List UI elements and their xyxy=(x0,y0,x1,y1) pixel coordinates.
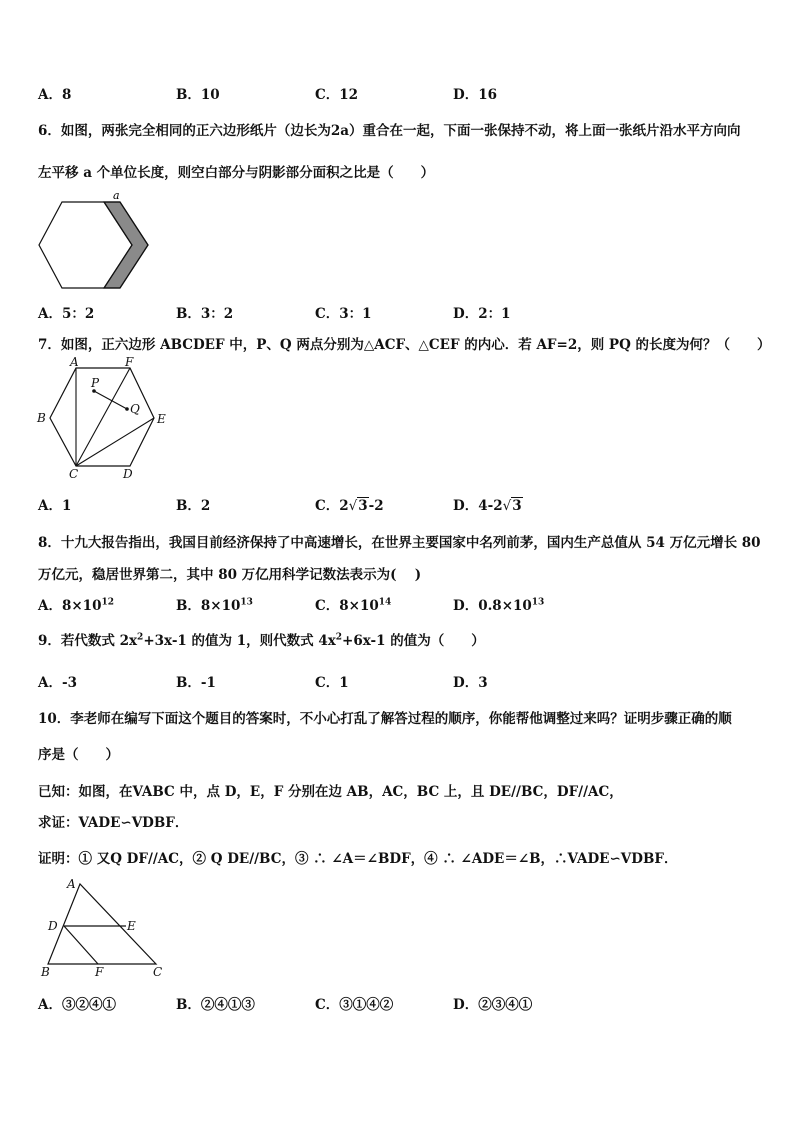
q8-stem-line1: 8．十九大报告指出，我国目前经济保持了中高速增长，在世界主要国家中名列前茅，国内生产总值从 54 万亿元增长 80 xyxy=(38,535,761,551)
q10-label-d: D xyxy=(48,919,58,933)
q5-option-d[interactable]: D．16 xyxy=(453,87,497,103)
q8-option-b[interactable] xyxy=(176,594,253,614)
q7-label-f: F xyxy=(125,356,134,369)
q7-radical-sign: √ xyxy=(502,498,512,514)
q7-segment-pq xyxy=(94,391,127,409)
q10-label-f: F xyxy=(95,965,104,979)
q10-label-b: B xyxy=(41,965,50,979)
q6-option-b[interactable]: B．3：2 xyxy=(176,306,234,322)
q9-text-b: +3x-1 的值为 1，则代数式 4x xyxy=(143,633,336,649)
q9-sup-a: 2 xyxy=(137,632,144,643)
q7-option-c[interactable] xyxy=(315,494,384,514)
q9-option-a[interactable]: A．-3 xyxy=(38,675,77,691)
q6-option-c[interactable]: C．3：1 xyxy=(315,306,372,322)
q7-option-d-prefix: D．4-2 xyxy=(453,498,503,514)
q8-option-a[interactable] xyxy=(38,594,114,614)
q10-label-c: C xyxy=(153,965,163,979)
q5-option-c[interactable]: C．12 xyxy=(315,87,359,103)
q8-option-d[interactable] xyxy=(453,594,544,614)
q7-label-p: P xyxy=(91,376,100,390)
q9-sup-b: 2 xyxy=(335,632,343,643)
q7-option-a[interactable]: A．1 xyxy=(38,498,72,514)
q10-proof: 证明：① 又Q DF//AC，② Q DE//BC，③ ∴ ∠A＝∠BDF，④ ∴ ∠ADE＝∠B，∴VADE∽VDBF． xyxy=(38,851,678,867)
q6-option-a[interactable]: A．5：2 xyxy=(38,306,95,322)
q10-stem-line2: 序是（ ） xyxy=(38,747,119,763)
q7-point-q xyxy=(125,407,129,411)
q9-text-a: 9．若代数式 2x xyxy=(38,633,138,649)
q7-hexagon xyxy=(50,368,154,466)
q10-option-b[interactable]: B．②④①③ xyxy=(176,997,255,1013)
q7-option-c-radicand: 3 xyxy=(358,498,368,514)
q10-label-a: A xyxy=(67,877,76,891)
q7-radical-sign: √ xyxy=(348,498,358,514)
q7-option-c-prefix: C．2 xyxy=(315,498,349,514)
q8-option-d-base: D．0.8×10 xyxy=(453,598,532,614)
q9-option-c[interactable]: C．1 xyxy=(315,675,349,691)
q10-known: 已知：如图，在VABC 中，点 D，E，F 分别在边 AB，AC，BC 上，且 DE//BC，DF//AC， xyxy=(38,784,623,800)
q7-option-b[interactable]: B．2 xyxy=(176,498,211,514)
q8-option-a-base: A．8×10 xyxy=(38,598,102,614)
q8-option-c[interactable] xyxy=(315,594,391,614)
q8-option-b-exp: 13 xyxy=(240,597,253,608)
q7-label-e: E xyxy=(157,412,166,426)
q10-stem-line1: 10．李老师在编写下面这个题目的答案时，不小心打乱了解答过程的顺序，你能帮他调整过来吗？证明步骤正确的顺 xyxy=(38,711,732,727)
q10-prove: 求证：VADE∽VDBF． xyxy=(38,815,189,831)
q7-label-b: B xyxy=(37,411,46,425)
q6-shaded-region xyxy=(104,202,148,288)
q7-hexagon-figure xyxy=(32,356,172,481)
q10-triangle-abc xyxy=(48,884,156,964)
q9-option-b[interactable]: B．-1 xyxy=(176,675,216,691)
q8-option-c-exp: 14 xyxy=(378,597,392,608)
q7-option-c-suffix: -2 xyxy=(368,498,384,514)
q5-option-a[interactable]: A．8 xyxy=(38,87,72,103)
q5-option-b[interactable]: B．10 xyxy=(176,87,220,103)
q6-option-d[interactable]: D．2：1 xyxy=(453,306,511,322)
q8-option-d-exp: 13 xyxy=(531,597,545,608)
q8-option-b-base: B．8×10 xyxy=(176,598,241,614)
q7-stem: 7．如图，正六边形 ABCDEF 中，P、Q 两点分别为△ACF、△CEF 的内心．若 AF=2，则 PQ 的长度为何？（ ） xyxy=(38,337,771,353)
q8-option-c-base: C．8×10 xyxy=(315,598,379,614)
q6-stem-line2: 左平移 a 个单位长度，则空白部分与阴影部分面积之比是（ ） xyxy=(38,165,435,181)
q9-option-d[interactable]: D．3 xyxy=(453,675,488,691)
q7-label-c: C xyxy=(69,467,79,481)
q9-stem xyxy=(38,629,485,649)
q7-option-d-radicand: 3 xyxy=(512,498,522,514)
q10-option-d[interactable]: D．②③④① xyxy=(453,997,533,1013)
q8-option-a-exp: 12 xyxy=(101,597,114,608)
q10-triangle-figure xyxy=(36,874,170,982)
q6-hexagon-figure xyxy=(36,190,154,290)
q6-label-a: a xyxy=(113,190,120,202)
q10-option-a[interactable]: A．③②④① xyxy=(38,997,116,1013)
q10-label-e: E xyxy=(127,919,136,933)
q6-stem-line1: 6．如图，两张完全相同的正六边形纸片（边长为2a）重合在一起，下面一张保持不动，将上面一张纸片沿水平方向向 xyxy=(38,123,741,139)
q8-stem-line2: 万亿元，稳居世界第二，其中 80 万亿用科学记数法表示为( ) xyxy=(38,567,422,583)
q10-option-c[interactable]: C．③①④② xyxy=(315,997,394,1013)
q7-label-a: A xyxy=(70,356,79,369)
q10-segment-df xyxy=(64,926,98,964)
q9-text-c: +6x-1 的值为（ ） xyxy=(342,633,485,649)
q7-segment-cf xyxy=(76,368,130,466)
q7-label-q: Q xyxy=(130,402,140,416)
q7-label-d: D xyxy=(123,467,133,481)
q7-option-d[interactable] xyxy=(453,494,523,514)
